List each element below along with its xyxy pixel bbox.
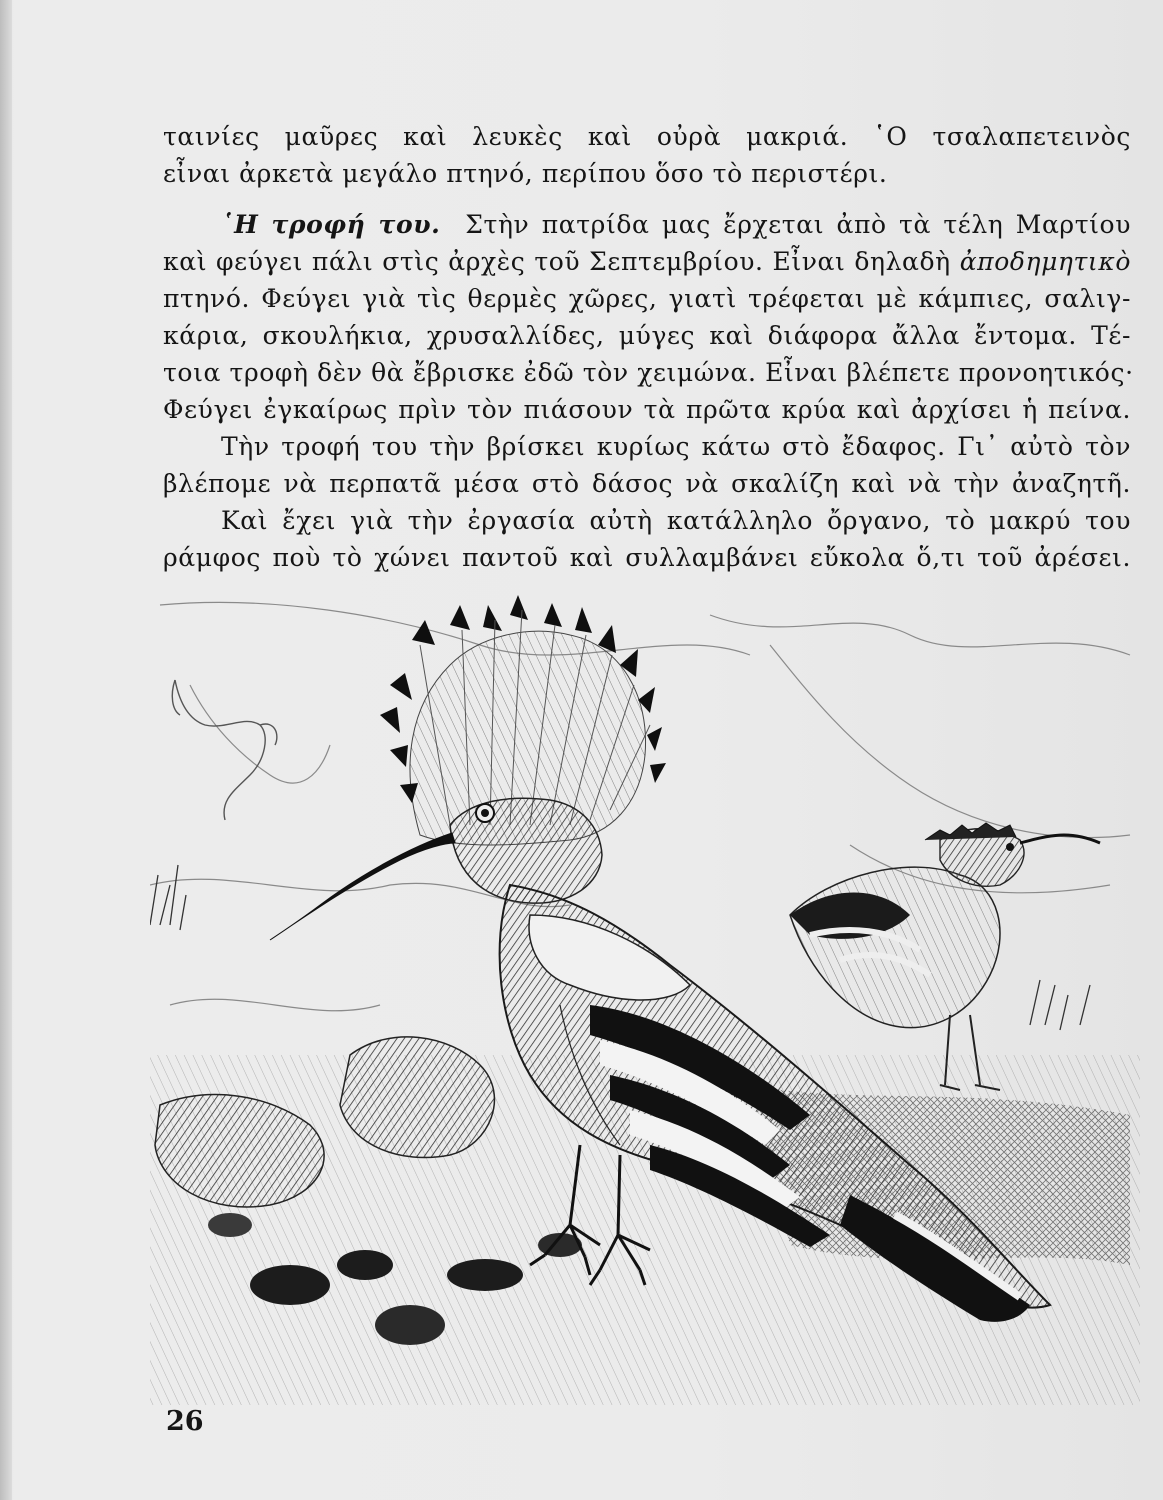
emphasis-text: ἀποδημητικὸ — [959, 247, 1131, 276]
text-line: Τὴν τροφή του τὴν βρίσκει κυρίως κάτω στὸ ἔδαφος. Γι᾽ αὐτὸ τὸν — [221, 432, 1131, 461]
body-text — [163, 118, 1134, 576]
text-line: βλέπομε νὰ περπατᾶ μέσα στὸ δάσος νὰ σκαλίζη καὶ νὰ τὴν ἀναζητῆ. — [163, 469, 1131, 498]
text-line — [163, 206, 1131, 243]
text-span: καὶ φεύγει πάλι στὶς ἀρχὲς τοῦ Σεπτεμβρίου. Εἶναι δηλαδὴ — [163, 247, 951, 276]
text-line: εἶναι ἀρκετὰ μεγάλο πτηνό, περίπου ὅσο τὸ περιστέρι. — [163, 159, 888, 188]
page-number: 26 — [166, 1406, 204, 1437]
text-line: πτηνό. Φεύγει γιὰ τὶς θερμὲς χῶρες, γιατὶ τρέφεται μὲ κάμπιες, σαλιγ- — [163, 284, 1131, 313]
text-line: κάρια, σκουλήκια, χρυσαλλίδες, μύγες καὶ διάφορα ἄλλα ἔντομα. Τέ- — [163, 321, 1131, 350]
text-line: τοια τροφὴ δὲν θὰ ἔβρισκε ἐδῶ τὸν χειμώνα. Εἶναι βλέπετε προνοητικός· — [163, 358, 1134, 387]
hoopoe-illustration — [150, 585, 1140, 1405]
background-hoopoe — [790, 823, 1100, 1090]
text-line — [163, 243, 1131, 280]
text-line: ράμφος ποὺ τὸ χώνει παντοῦ καὶ συλλαμβάνει εὔκολα ὅ,τι τοῦ ἀρέσει. — [163, 543, 1131, 572]
text-line: Καὶ ἔχει γιὰ τὴν ἐργασία αὐτὴ κατάλληλο ὄργανο, τὸ μακρύ του — [221, 506, 1131, 535]
distant-animal-sketch — [172, 680, 277, 820]
section-heading: ῾Η τροφή του. — [221, 210, 441, 239]
page-spine-shadow — [0, 0, 12, 1500]
text-line: Φεύγει ἐγκαίρως πρὶν τὸν πιάσουν τὰ πρῶτα κρύα καὶ ἀρχίσει ἡ πείνα. — [163, 395, 1131, 424]
text-span: Στὴν πατρίδα μας ἔρχεται ἀπὸ τὰ τέλη Μαρτίου — [465, 210, 1132, 239]
text-line: ταινίες μαῦρες καὶ λευκὲς καὶ οὐρὰ μακριά. ῾Ο τσαλαπετεινὸς — [163, 122, 1131, 151]
hoopoe-engraving — [150, 585, 1140, 1405]
